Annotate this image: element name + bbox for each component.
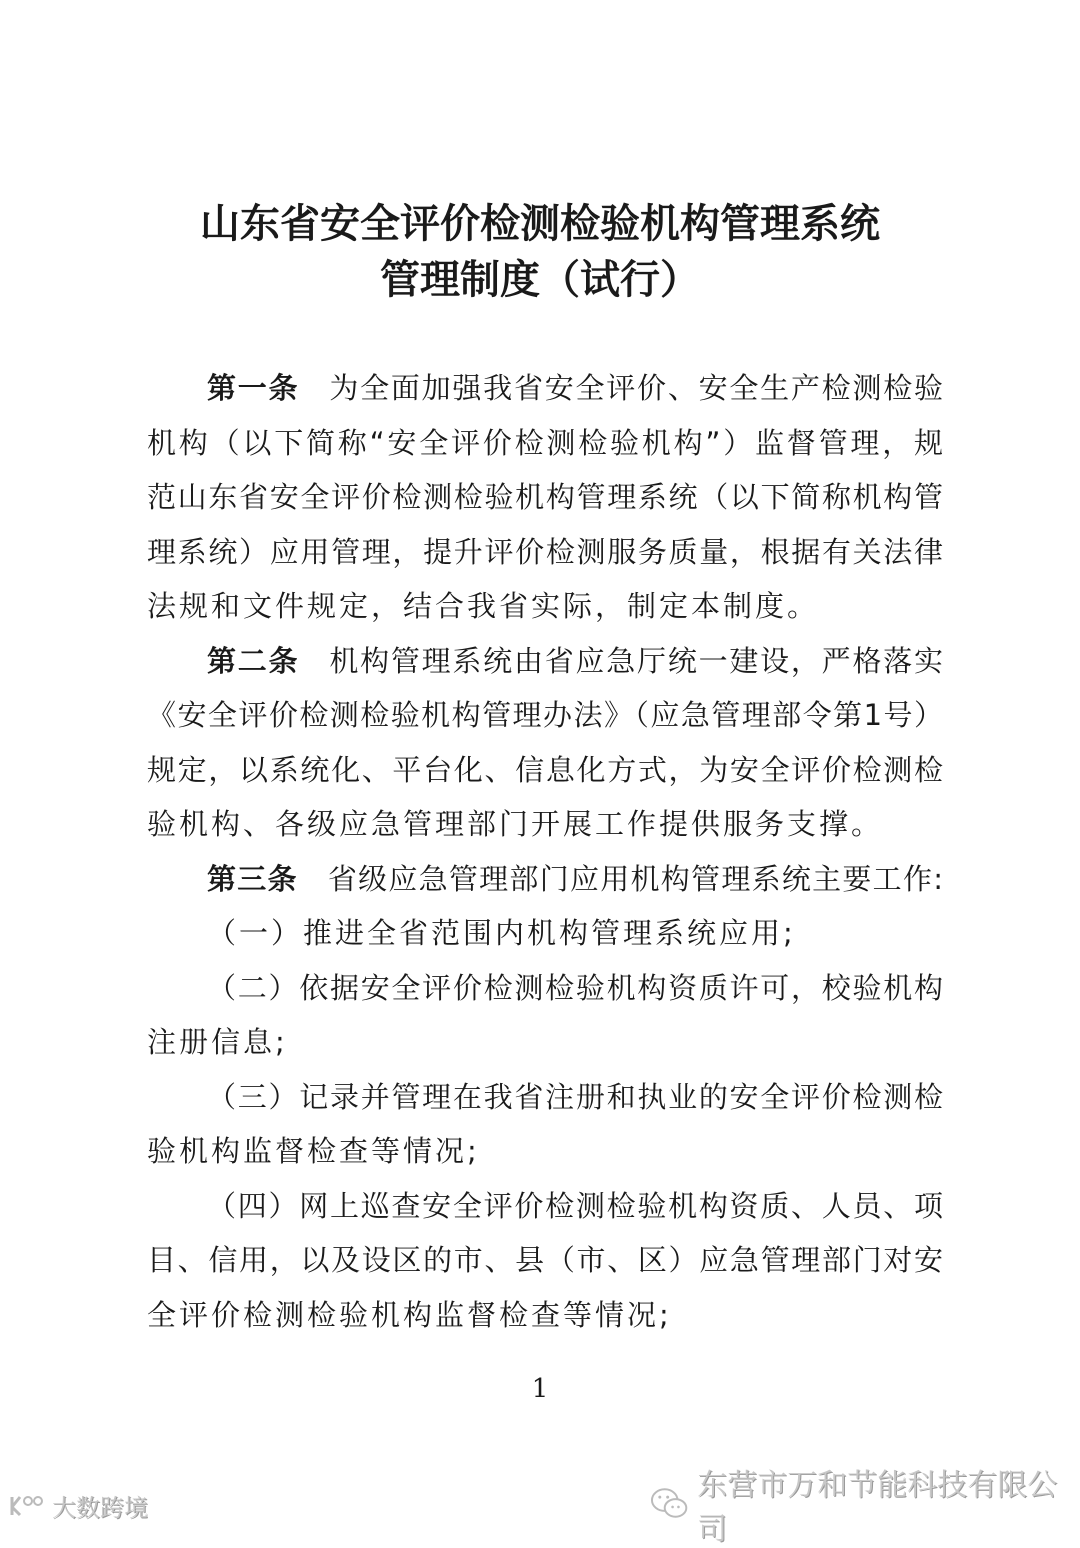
text-line — [207, 1186, 943, 1226]
text-line — [147, 804, 943, 844]
source-watermark — [8, 1488, 148, 1523]
line-text: 机构（以下简称“安全评价检测检验机构”）监督管理，规 — [147, 425, 943, 460]
text-line — [207, 859, 943, 899]
line-text: 全评价检测检验机构监督检查等情况; — [147, 1297, 672, 1332]
text-line — [207, 368, 943, 408]
text-line — [207, 1077, 943, 1117]
line-text: 范山东省安全评价检测检验机构管理系统（以下简称机构管 — [147, 480, 943, 514]
wechat-icon — [650, 1486, 689, 1522]
line-text: （二）依据安全评价检测检验机构资质许可，校验机构 — [207, 970, 943, 1005]
line-text: （三）记录并管理在我省注册和执业的安全评价检测检 — [207, 1079, 943, 1114]
line-text: 《安全评价检测检验机构管理办法》（应急管理部令第1号） — [147, 698, 943, 732]
article-heading: 第三条 — [207, 861, 298, 896]
document-title: 山东省安全评价检测检验机构管理系统 — [200, 200, 880, 247]
document-subtitle: 管理制度（试行） — [380, 256, 700, 303]
wechat-watermark — [650, 1460, 1080, 1548]
text-line — [147, 477, 943, 517]
line-text: 机构管理系统由省应急厅统一建设，严格落实 — [329, 643, 943, 678]
line-text: 验机构、各级应急管理部门开展工作提供服务支撑。 — [147, 807, 884, 841]
watermark-company: 东营市万和节能科技有限公司 — [697, 1468, 1058, 1547]
text-line — [147, 1131, 943, 1171]
text-line — [147, 586, 943, 626]
line-text: （一）推进全省范围内机构管理系统应用; — [207, 916, 796, 950]
text-line — [147, 1022, 943, 1062]
text-line — [147, 532, 943, 572]
line-text: 验机构监督检查等情况; — [147, 1134, 480, 1168]
brand-logo-icon — [8, 1493, 48, 1519]
watermark-brand: 大数跨境 — [52, 1494, 148, 1522]
line-text: 法规和文件规定，结合我省实际，制定本制度。 — [147, 589, 820, 623]
text-line — [147, 423, 943, 463]
article-heading: 第二条 — [207, 643, 300, 678]
text-line — [147, 750, 943, 790]
line-text: 为全面加强我省安全评价、安全生产检测检验 — [329, 371, 943, 405]
line-text: 省级应急管理部门应用机构管理系统主要工作: — [327, 861, 943, 896]
line-text: 规定，以系统化、平台化、信息化方式，为安全评价检测检 — [147, 752, 943, 787]
text-line — [147, 695, 943, 735]
text-line — [147, 1240, 943, 1280]
line-text: 注册信息; — [147, 1025, 288, 1059]
text-line — [207, 641, 943, 681]
page-number: 1 — [531, 1374, 549, 1404]
line-text: 目、信用，以及设区的市、县（市、区）应急管理部门对安 — [147, 1243, 943, 1277]
text-line — [207, 968, 943, 1008]
article-heading: 第一条 — [207, 371, 300, 405]
text-line — [147, 1295, 943, 1335]
line-text: （四）网上巡查安全评价检测检验机构资质、人员、项 — [207, 1188, 943, 1223]
text-line — [207, 913, 943, 953]
line-text: 理系统）应用管理，提升评价检测服务质量，根据有关法律 — [147, 534, 943, 569]
